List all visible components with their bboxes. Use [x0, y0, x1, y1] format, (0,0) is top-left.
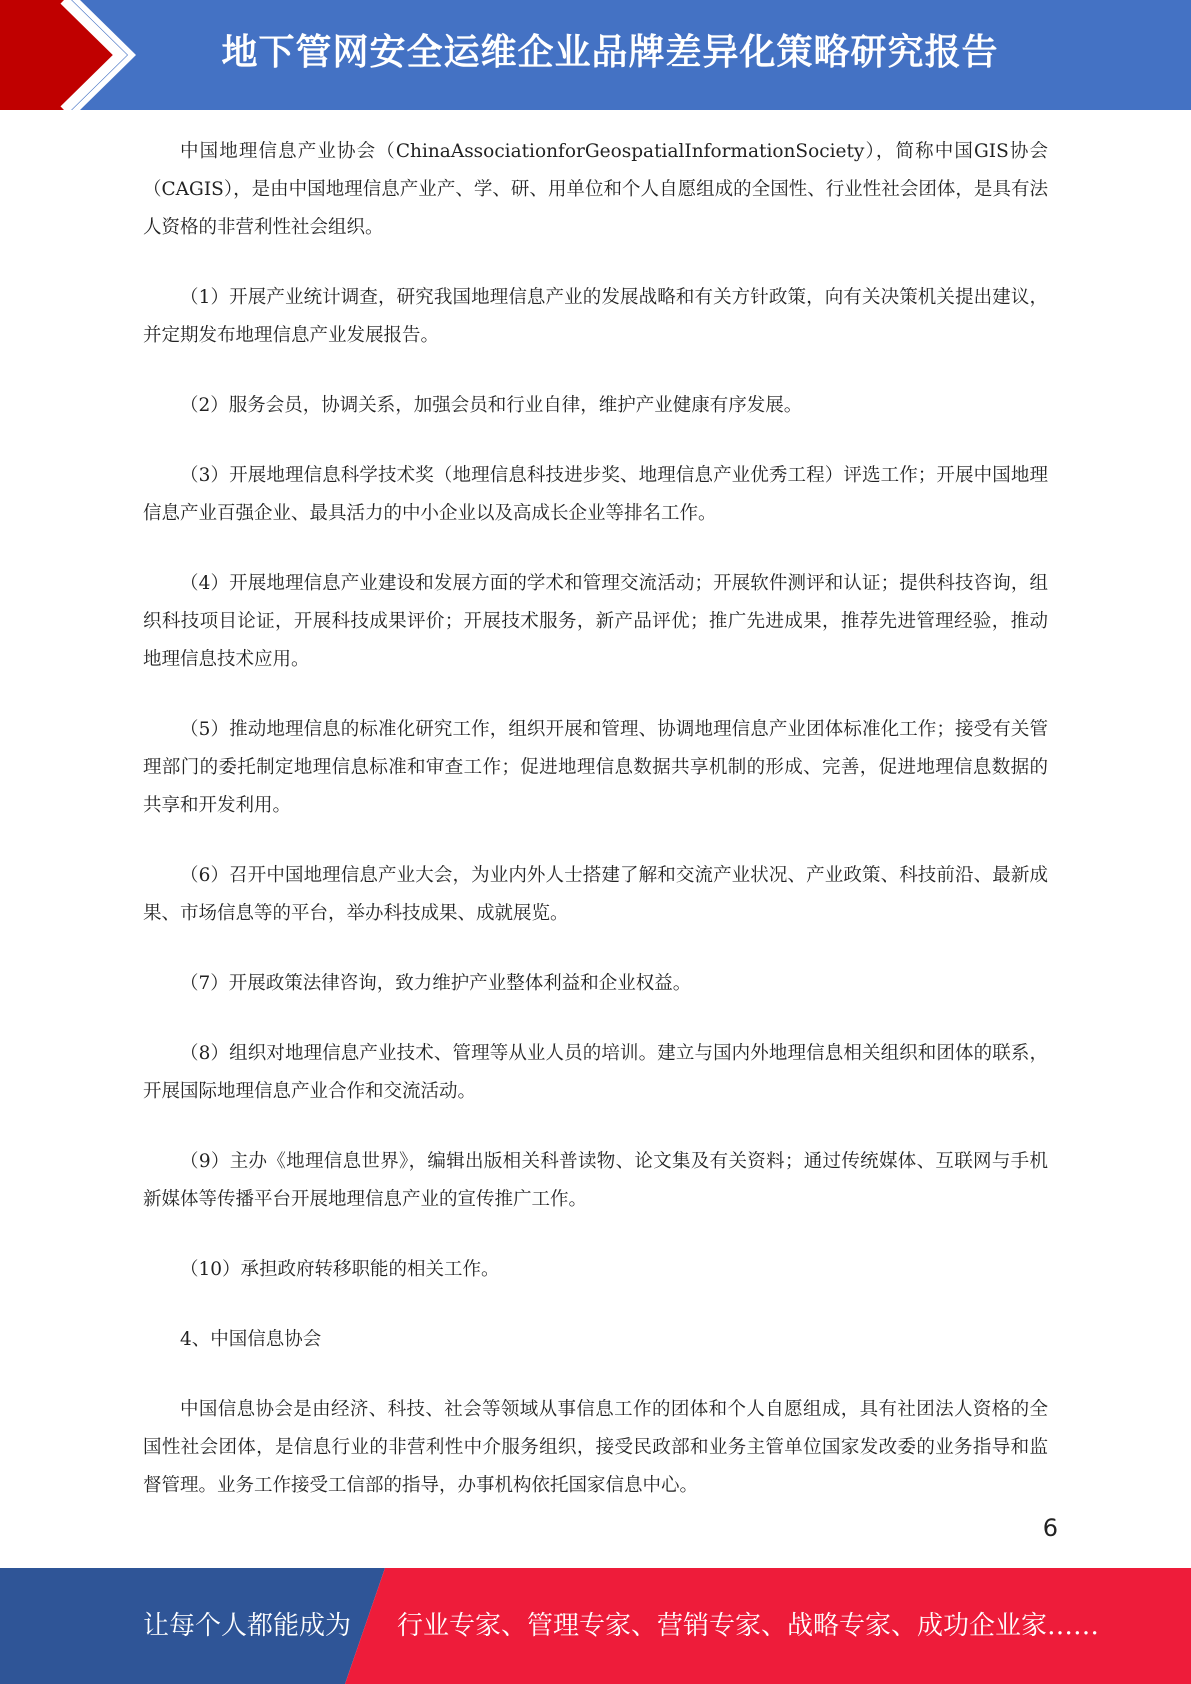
section-heading: 4、中国信息协会 — [180, 1329, 322, 1350]
document-body — [143, 133, 1048, 1537]
report-title: 地下管网安全运维企业品牌差异化策略研究报告 — [221, 32, 999, 73]
page-footer — [0, 1568, 1191, 1684]
footer-slogan-right: 行业专家、管理专家、营销专家、战略专家、成功企业家…… — [397, 1611, 1100, 1641]
paragraph-item-10: （10）承担政府转移职能的相关工作。 — [180, 1259, 500, 1280]
footer-slogan-left: 让每个人都能成为 — [143, 1611, 352, 1641]
paragraph-item-4: （4）开展地理信息产业建设和发展方面的学术和管理交流活动；开展软件测评和认证；提供科技咨询，组织科技项目论证，开展科技成果评价；开展技术服务，新产品评优；推广先进成果，推荐先进管理经验，推动地理信息技术应用。 — [143, 573, 1048, 670]
page-header — [0, 0, 1191, 110]
paragraph-item-6: （6）召开中国地理信息产业大会，为业内外人士搭建了解和交流产业状况、产业政策、科技前沿、最新成果、市场信息等的平台，举办科技成果、成就展览。 — [143, 865, 1048, 924]
paragraph-item-1: （1）开展产业统计调查，研究我国地理信息产业的发展战略和有关方针政策，向有关决策机关提出建议，并定期发布地理信息产业发展报告。 — [143, 287, 1048, 346]
paragraph-item-8: （8）组织对地理信息产业技术、管理等从业人员的培训。建立与国内外地理信息相关组织和团体的联系，开展国际地理信息产业合作和交流活动。 — [143, 1043, 1048, 1102]
paragraph-intro: 中国地理信息产业协会（ChinaAssociationforGeospatialInformationSociety），简称中国GIS协会（CAGIS），是由中国地理信息产业产、学、研、用单位和个人自愿组成的全国性、行业性社会团体，是具有法人资格的非营利性社会组织。 — [143, 141, 1048, 238]
paragraph-item-7: （7）开展政策法律咨询，致力维护产业整体利益和企业权益。 — [180, 973, 692, 994]
paragraph-item-5: （5）推动地理信息的标准化研究工作，组织开展和管理、协调地理信息产业团体标准化工作；接受有关管理部门的委托制定地理信息标准和审查工作；促进地理信息数据共享机制的形成、完善，促进地理信息数据的共享和开发利用。 — [143, 719, 1048, 816]
page-number: 6 — [1042, 1514, 1058, 1542]
paragraph-item-9: （9）主办《地理信息世界》，编辑出版相关科普读物、论文集及有关资料；通过传统媒体、互联网与手机新媒体等传播平台开展地理信息产业的宣传推广工作。 — [143, 1151, 1048, 1210]
paragraph-cia: 中国信息协会是由经济、科技、社会等领域从事信息工作的团体和个人自愿组成，具有社团法人资格的全国性社会团体，是信息行业的非营利性中介服务组织，接受民政部和业务主管单位国家发改委的业务指导和监督管理。业务工作接受工信部的指导，办事机构依托国家信息中心。 — [143, 1399, 1048, 1496]
header-arrow-icon — [0, 0, 160, 110]
paragraph-item-3: （3）开展地理信息科学技术奖（地理信息科技进步奖、地理信息产业优秀工程）评选工作；开展中国地理信息产业百强企业、最具活力的中小企业以及高成长企业等排名工作。 — [143, 465, 1048, 524]
paragraph-item-2: （2）服务会员，协调关系，加强会员和行业自律，维护产业健康有序发展。 — [180, 395, 803, 416]
